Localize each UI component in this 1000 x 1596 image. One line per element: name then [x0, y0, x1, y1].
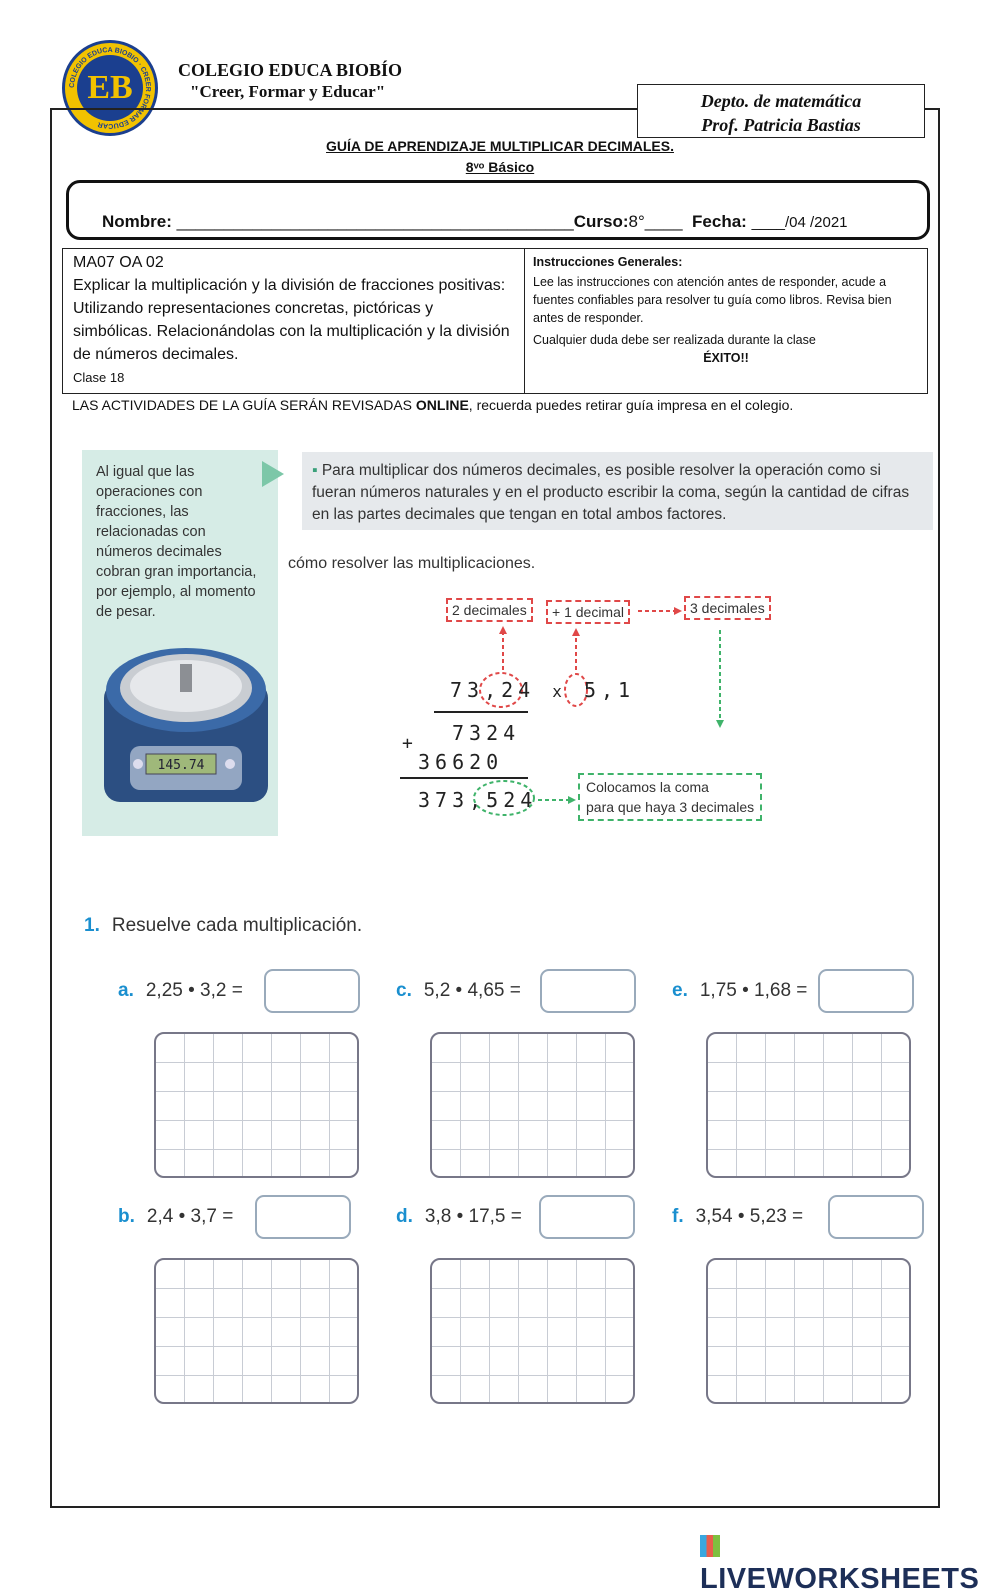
answer-input-c[interactable]	[540, 969, 636, 1013]
dept-box	[637, 84, 925, 138]
info-sidebar	[82, 450, 278, 836]
comma-note-line2: para que haya 3 decimales	[586, 799, 755, 815]
scale-image	[100, 642, 272, 812]
online-note	[72, 397, 793, 413]
work-grid-c[interactable]	[430, 1032, 635, 1178]
factor1-integer: 73,	[450, 678, 502, 702]
answer-input-f[interactable]	[828, 1195, 924, 1239]
factor2-decimals: 1	[618, 678, 636, 702]
instructions-doubts: Cualquier duda debe ser realizada durante la clase	[533, 333, 816, 347]
exercise-expression: 2,4 • 3,7 =	[146, 1206, 234, 1227]
plus-sign: +	[402, 733, 418, 754]
partial-product-1: 7324	[452, 721, 521, 745]
work-grid-f[interactable]	[706, 1258, 911, 1404]
objective-cell	[63, 249, 525, 393]
guide-title: GUÍA DE APRENDIZAJE MULTIPLICAR DECIMALES.	[326, 138, 674, 154]
school-name: COLEGIO EDUCA BIOBÍO	[178, 60, 403, 80]
logo-ring-text: COLEGIO EDUCA BIOBIO · CREER FORMAR EDUCAR	[68, 46, 152, 130]
work-grid-a[interactable]	[154, 1032, 359, 1178]
label-two-decimals: 2 decimales	[446, 598, 533, 622]
school-motto: "Creer, Formar y Educar"	[190, 82, 386, 101]
exercise-f-label	[672, 1206, 803, 1228]
work-grid-d[interactable]	[430, 1258, 635, 1404]
name-label: Nombre:	[102, 212, 172, 231]
scale-display: 145.74	[157, 758, 205, 773]
work-grid-b[interactable]	[154, 1258, 359, 1404]
exercise-letter: d.	[396, 1206, 413, 1227]
exercise-b-label	[118, 1206, 233, 1228]
exercise-expression: 2,25 • 3,2 =	[145, 980, 243, 1001]
exercise-expression: 3,8 • 17,5 =	[424, 1206, 522, 1227]
exercise-d-label	[396, 1206, 522, 1228]
logo-letters: EB	[77, 55, 143, 121]
liveworksheets-logo-icon	[700, 1535, 720, 1557]
online-note-text-end: , recuerda puedes retirar guía impresa en el colegio.	[468, 397, 794, 413]
exercise-a-label	[118, 980, 243, 1002]
times-sign: x	[552, 682, 567, 701]
example-intro: cómo resolver las multiplicaciones.	[288, 555, 536, 572]
tip-box	[302, 452, 933, 530]
exercise-letter: c.	[396, 980, 412, 1001]
exercise-number: 1.	[84, 915, 100, 936]
online-note-text: LAS ACTIVIDADES DE LA GUÍA SERÁN REVISADAS	[72, 397, 416, 413]
dept-name: Depto. de matemática	[700, 91, 862, 111]
name-field[interactable]: __________________________________________	[176, 212, 574, 231]
success-text: ÉXITO!!	[703, 351, 749, 365]
teacher-name: Prof. Patricia Bastias	[701, 115, 861, 135]
answer-input-e[interactable]	[818, 969, 914, 1013]
exercise-heading	[84, 915, 374, 937]
answer-input-d[interactable]	[539, 1195, 635, 1239]
objective-text: Explicar la multiplicación y la división de fracciones positivas: Utilizando representaciones concretas, pictóricas y simbólicas. Relacionándolas con la multiplicación y la división de números decimales.	[73, 277, 510, 363]
arrow-right-icon	[262, 461, 284, 487]
answer-input-a[interactable]	[264, 969, 360, 1013]
factor-row	[450, 678, 635, 702]
instructions-cell	[525, 249, 927, 401]
factor1-decimals: 24	[501, 678, 536, 702]
instructions-heading: Instrucciones Generales:	[533, 255, 683, 269]
exercise-letter: f.	[672, 1206, 684, 1227]
instructions-text: Lee las instrucciones con atención antes de responder, acude a fuentes confiables para resolver tu guía como libros. Revisa bien antes de responder.	[533, 275, 892, 325]
work-grid-e[interactable]	[706, 1032, 911, 1178]
exercise-e-label	[672, 980, 807, 1002]
grade-label: 8ᵛᵒ Básico	[465, 159, 535, 175]
tip-highlight: Para multiplicar dos números decimales	[321, 462, 597, 479]
exercise-expression: 3,54 • 5,23 =	[695, 1206, 804, 1227]
footer-brand: LIVEWORKSHEETS	[700, 1563, 980, 1595]
course-label: Curso:	[573, 212, 629, 231]
exercise-instruction: Resuelve cada multiplicación.	[111, 915, 363, 936]
label-one-decimal: + 1 decimal	[546, 600, 630, 624]
comma-note	[578, 773, 762, 821]
exercise-expression: 1,75 • 1,68 =	[699, 980, 808, 1001]
student-info-row	[102, 212, 848, 232]
online-note-bold: ONLINE	[415, 397, 469, 413]
exercise-letter: a.	[118, 980, 134, 1001]
exercise-c-label	[396, 980, 521, 1002]
course-field[interactable]: 8°____	[628, 212, 683, 231]
comma-note-line1: Colocamos la coma	[586, 779, 709, 795]
partial-product-2: 36620	[418, 750, 504, 774]
class-number: Clase 18	[73, 370, 125, 385]
exercise-expression: 5,2 • 4,65 =	[423, 980, 521, 1001]
result-integer: 373,	[418, 788, 487, 812]
factor2-integer: 5,	[583, 678, 619, 702]
label-three-decimals: 3 decimales	[684, 596, 771, 620]
result-row	[418, 788, 537, 812]
exercise-letter: b.	[118, 1206, 135, 1227]
exercise-letter: e.	[672, 980, 688, 1001]
sidebar-text: Al igual que las operaciones con fracciones, las relacionadas con números decimales cobran gran importancia, por ejemplo, al momento de pesar.	[96, 464, 257, 620]
tip-text	[312, 460, 925, 526]
liveworksheets-footer	[700, 1530, 1000, 1596]
objective-code: MA07 OA 02	[73, 254, 164, 271]
objective-table	[62, 248, 928, 394]
tip-rest: , es posible resolver la operación como si fueran números naturales y en el producto escribir la coma, según la cantidad de cifras en las partes decimales que tengan en total ambos factores.	[312, 462, 910, 523]
date-field[interactable]: ____/04 /2021	[751, 214, 848, 231]
result-decimals: 524	[486, 788, 538, 812]
answer-input-b[interactable]	[255, 1195, 351, 1239]
bullet-icon: ▪	[312, 462, 318, 479]
date-label: Fecha:	[692, 212, 747, 231]
